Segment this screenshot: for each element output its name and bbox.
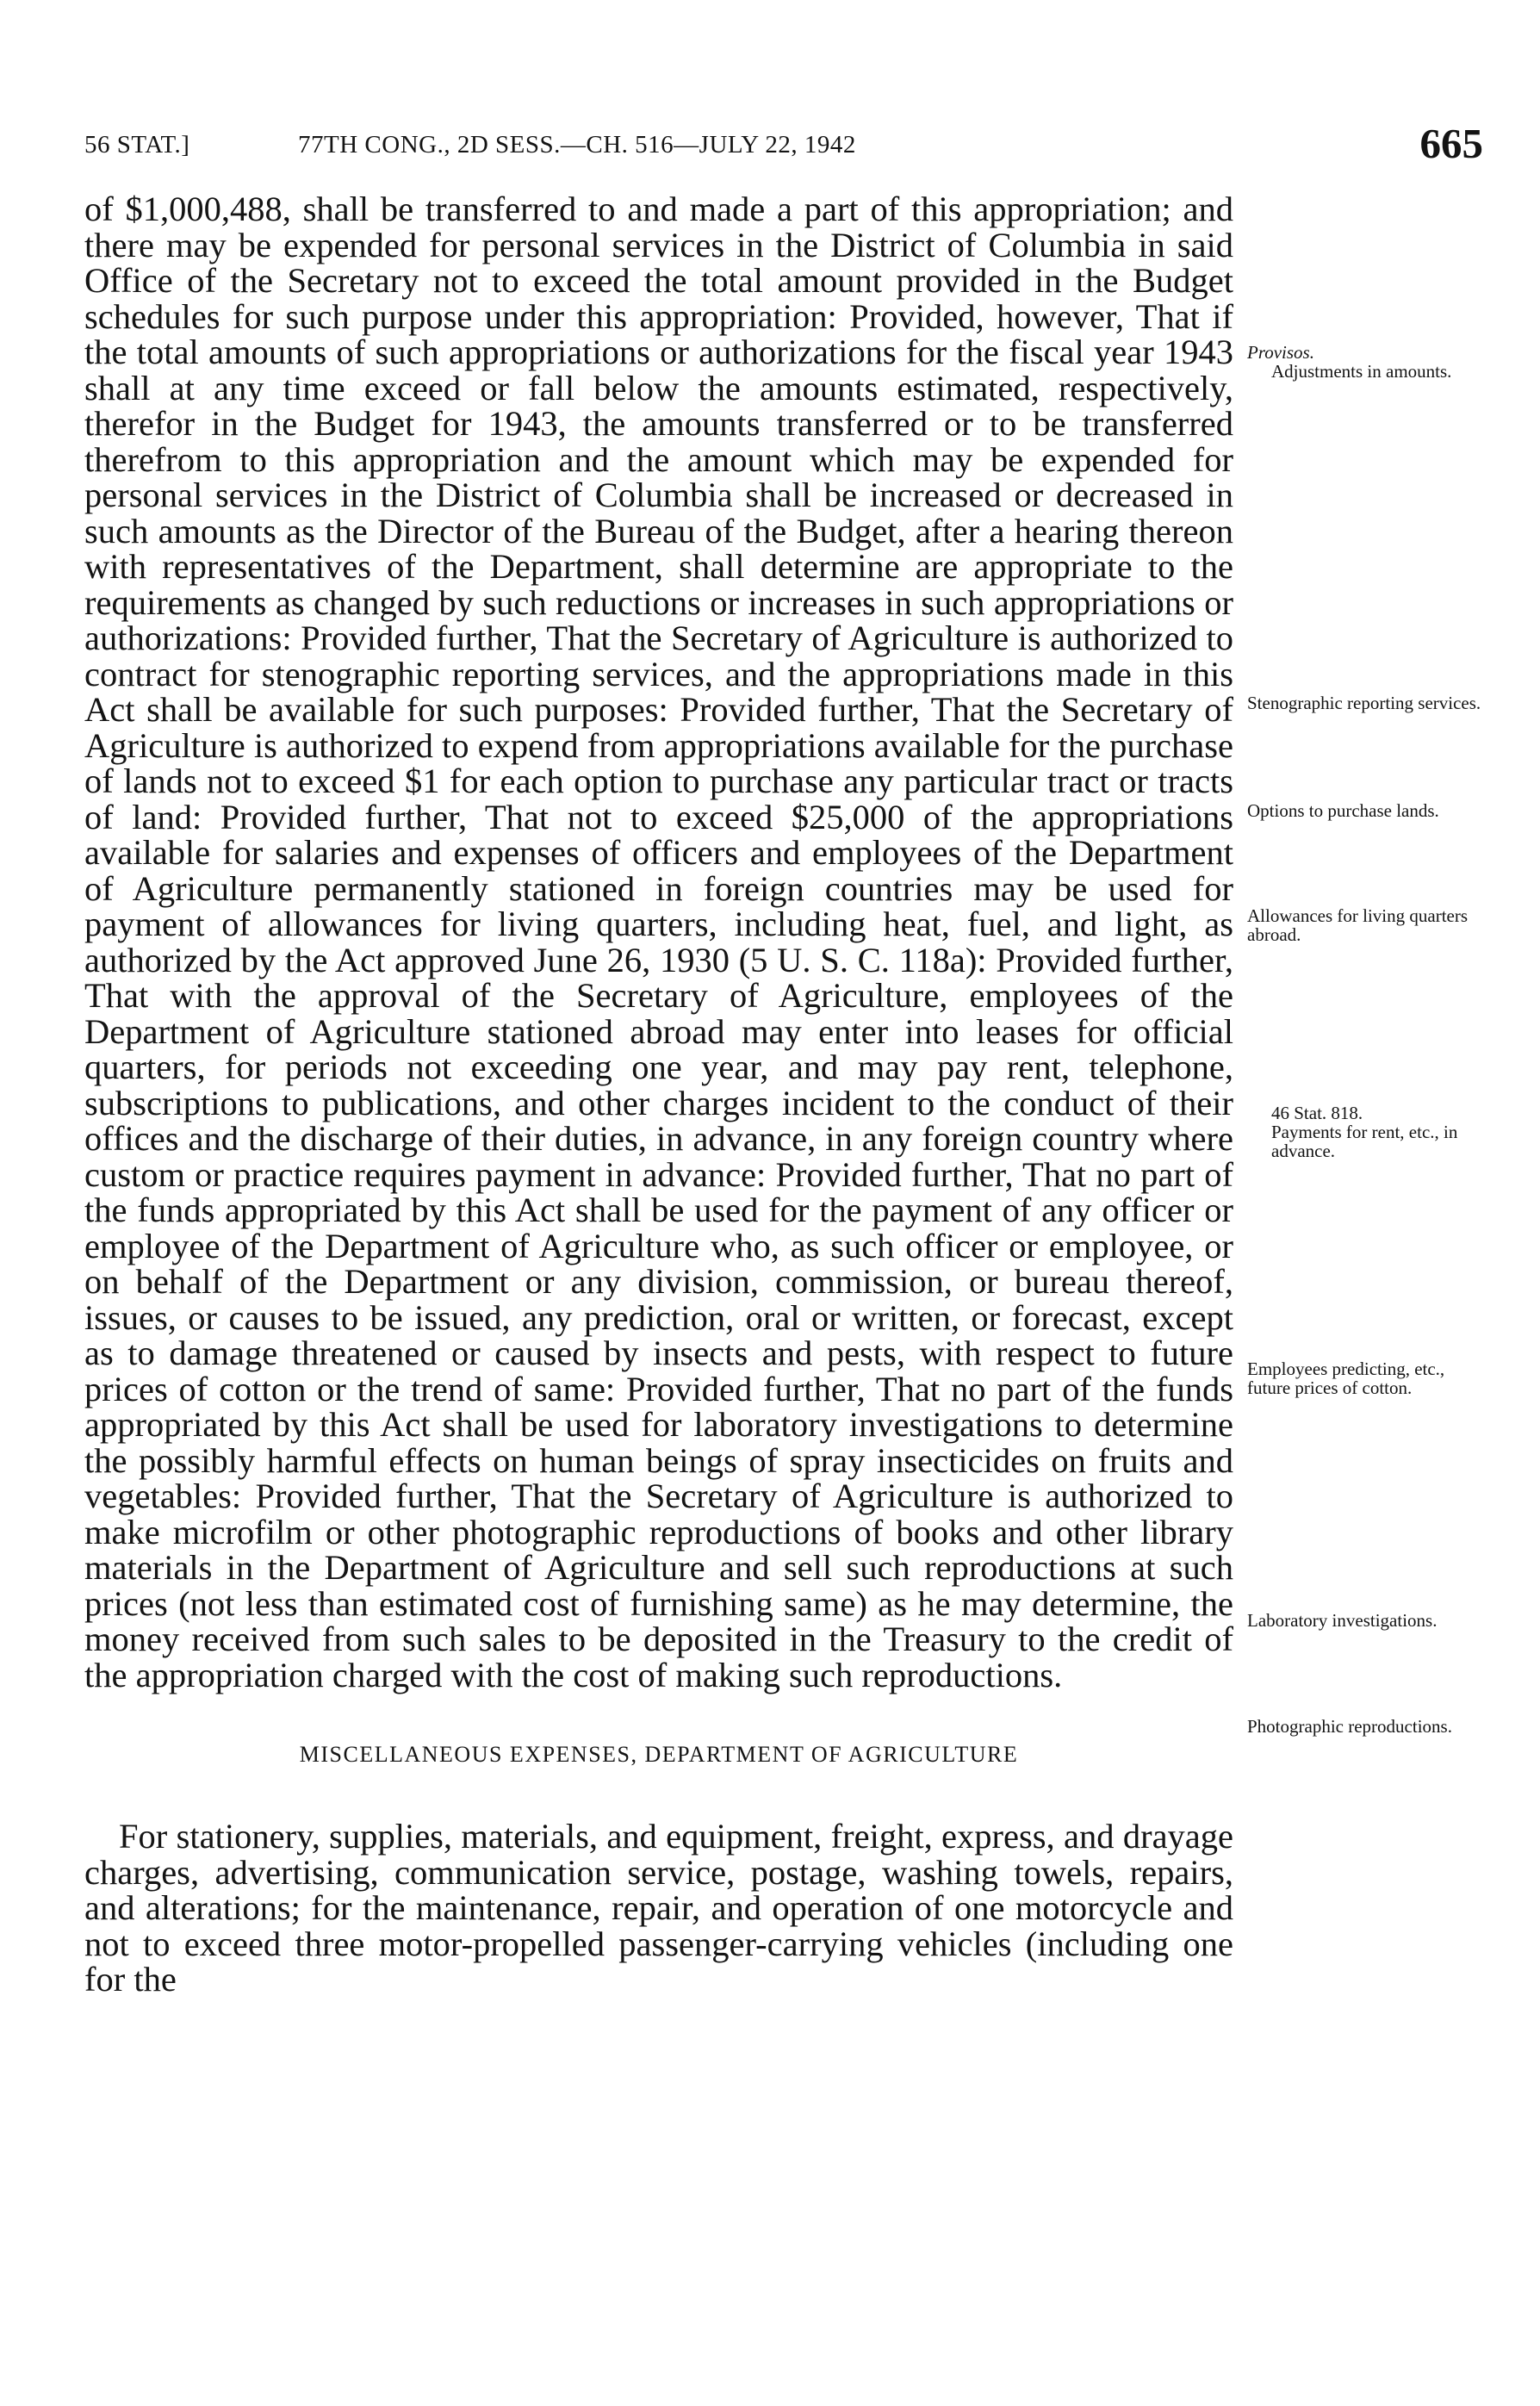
statute-paragraph-1: of $1,000,488, shall be transferred to and made a part of this appropriation; and there may be expended for personal services in the District of Columbia in said Office of the Secretary not to exceed the total amount provided in the Budget schedules for such purpose under this appropriation: Provided, however, That if the total amounts of such appropriations or authorizations for the fiscal year 1943 shall at any time exceed or fall below the amounts estimated, respectively, therefor in the Budget for 1943, the amounts transferred or to be transferred therefrom to this appropriation and the amount which may be expended for personal services in the District of Columbia shall be increased or decreased in such amounts as the Director of the Bureau of the Budget, after a hearing thereon with representatives of the Department, shall determine are appropriate to the requirements as changed by such reductions or increases in such appropriations or authorizations: Provided further, That the Secretary of Agriculture is authorized to contract for stenographic reporting services, and the appropriations made in this Act shall be available for such purposes: Provided further, That the Secretary of Agriculture is authorized to expend from appropriations available for the purchase of lands not to exceed $1 for each option to purchase any particular tract or tracts of land: Provided further, That not to exceed $25,000 of the appropriations available for salaries and expenses of officers and employees of the Department of Agriculture permanently stationed in foreign countries may be used for payment of allowances for living quarters, including heat, fuel, and light, as authorized by the Act approved June 26, 1930 (5 U. S. C. 118a): Provided further, That with the approval of the Secretary of Agriculture, employees of the Department of Agriculture stationed abroad may enter into leases for official quarters, for periods not exceeding one year, and may pay rent, telephone, subscriptions to publications, and other charges incident to the conduct of their offices and the discharge of their duties, in advance, in any foreign country where custom or practice requires payment in advance: Provided further, That no part of the funds appropriated by this Act shall be used for the payment of any officer or employee of the Department of Agriculture who, as such officer or employee, or on behalf of the Department or any division, commission, or bureau thereof, issues, or causes to be issued, any prediction, oral or written, or forecast, except as to damage threatened or caused by insects and pests, with respect to future prices of cotton or the trend of same: Provided further, That no part of the funds appropriated by this Act shall be used for laboratory investigations to determine the possibly harmful effects on human beings of spray insecticides on fruits and vegetables: Provided further, That the Secretary of Agriculture is authorized to make microfilm or other photographic reproductions of books and other library materials in the Department of Agriculture and sell such reproductions at such prices (not less than estimated cost of furnishing same) as he may determine, the money received from such sales to be deposited in the Treasury to the credit of the appropriation charged with the cost of making such reproductions.	[84, 190, 1233, 1694]
main-text	[84, 191, 1233, 1998]
margin-note-provisos	[1247, 343, 1488, 381]
margin-note-payments	[1247, 1104, 1488, 1160]
volume-reference: 56 STAT.]	[84, 131, 190, 159]
margin-note-provisos-label: Provisos.	[1247, 342, 1314, 363]
session-chapter-date: 77TH CONG., 2D SESS.—CH. 516—JULY 22, 1942	[298, 131, 856, 159]
margin-note-options: Options to purchase lands.	[1247, 800, 1439, 821]
margin-note-citation: 46 Stat. 818.	[1271, 1103, 1363, 1123]
margin-note-payments-text: Payments for rent, etc., in advance.	[1271, 1122, 1458, 1161]
margin-note-allowances: Allowances for living quarters abroad.	[1247, 905, 1469, 945]
margin-note-photographic: Photographic reproductions.	[1247, 1716, 1452, 1737]
margin-note-provisos-text: Adjustments in amounts.	[1271, 361, 1452, 382]
statute-paragraph-2: For stationery, supplies, materials, and equipment, freight, express, and drayage charges, advertising, communication service, postage, washing towels, repairs, and alterations; for the maintenance, repair, and operation of one motorcycle and not to exceed three motor-propelled passenger-carrying vehicles (including one for the	[84, 1817, 1233, 1999]
margin-note-employees: Employees predicting, etc., future prices of cotton.	[1247, 1358, 1445, 1398]
page-header	[84, 119, 1483, 171]
margin-note-laboratory: Laboratory investigations.	[1247, 1610, 1438, 1631]
page-number: 665	[1419, 120, 1483, 167]
section-heading: MISCELLANEOUS EXPENSES, DEPARTMENT OF AGRICULTURE	[299, 1742, 1019, 1767]
margin-note-stenographic: Stenographic reporting services.	[1247, 693, 1481, 713]
